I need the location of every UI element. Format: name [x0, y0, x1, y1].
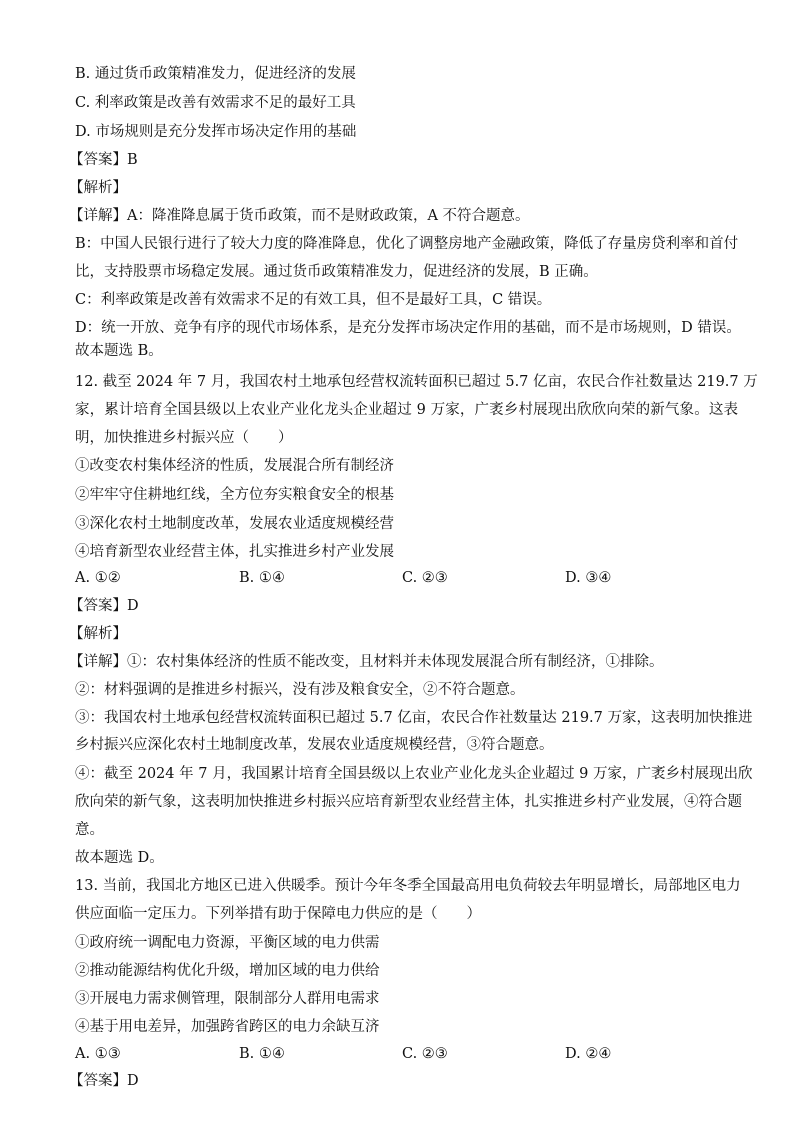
q13-options	[75, 1044, 745, 1066]
q12-detail-2: ②：材料强调的是推进乡村振兴，没有涉及粮食安全，②不符合题意。	[75, 682, 525, 698]
q13-option-d: D. ②④	[565, 1046, 612, 1062]
q11-option-b: B. 通过货币政策精准发力，促进经济的发展	[75, 66, 356, 82]
q12-detail-3-line2: 乡村振兴应深化农村土地制度改革，发展农业适度规模经营，③符合题意。	[75, 737, 554, 753]
q11-detail-a: 【详解】A：降准降息属于货币政策，而不是财政政策，A 不符合题意。	[69, 208, 530, 224]
q11-option-d: D. 市场规则是充分发挥市场决定作用的基础	[75, 124, 357, 140]
q12-detail-4-line1: ④：截至 2024 年 7 月，我国累计培育全国县级以上农业产业化龙头企业超过 9 万家，广袤乡村展现出欣	[75, 766, 753, 782]
q11-answer: 【答案】B	[69, 152, 138, 168]
q12-detail-1: 【详解】①：农村集体经济的性质不能改变，且材料并未体现发展混合所有制经济，①排除。	[69, 654, 664, 670]
q12-conclusion: 故本题选 D。	[75, 850, 164, 866]
q12-detail-4-line2: 欣向荣的新气象，这表明加快推进乡村振兴应培育新型农业经营主体，扎实推进乡村产业发展，④符合题	[75, 794, 742, 810]
q12-item-1: ①改变农村集体经济的性质，发展混合所有制经济	[75, 458, 394, 474]
q13-item-1: ①政府统一调配电力资源，平衡区域的电力供需	[75, 935, 380, 951]
q13-option-b: B. ①④	[239, 1046, 285, 1062]
q13-stem-line1: 13. 当前，我国北方地区已进入供暖季。预计今年冬季全国最高用电负荷较去年明显增长，局部地区电力	[75, 878, 741, 894]
q12-stem-line1: 12. 截至 2024 年 7 月，我国农村土地承包经营权流转面积已超过 5.7 亿亩，农民合作社数量达 219.7 万	[75, 374, 758, 390]
q12-option-b: B. ①④	[239, 570, 285, 586]
q12-item-4: ④培育新型农业经营主体，扎实推进乡村产业发展	[75, 544, 394, 560]
q13-stem-line2: 供应面临一定压力。下列举措有助于保障电力供应的是（ ）	[75, 906, 481, 922]
q13-answer: 【答案】D	[69, 1073, 139, 1089]
q12-option-d: D. ③④	[565, 570, 612, 586]
q13-option-a: A. ①③	[75, 1046, 121, 1062]
q12-answer: 【答案】D	[69, 598, 139, 614]
q12-item-2: ②牢牢守住耕地红线，全方位夯实粮食安全的根基	[75, 487, 394, 503]
q12-option-c: C. ②③	[402, 570, 448, 586]
q12-item-3: ③深化农村土地制度改革，发展农业适度规模经营	[75, 516, 394, 532]
q13-item-3: ③开展电力需求侧管理，限制部分人群用电需求	[75, 991, 380, 1007]
q12-detail-4-line3: 意。	[75, 822, 104, 838]
q12-stem-line3: 明，加快推进乡村振兴应（ ）	[75, 430, 293, 446]
q11-detail-b-line1: B：中国人民银行进行了较大力度的降准降息，优化了调整房地产金融政策，降低了存量房贷利率和首付	[75, 236, 739, 252]
q13-item-4: ④基于用电差异，加强跨省跨区的电力余缺互济	[75, 1019, 380, 1035]
q12-stem-line2: 家，累计培育全国县级以上农业产业化龙头企业超过 9 万家，广袤乡村展现出欣欣向荣的新气象。这表	[75, 402, 738, 418]
q11-analysis-label: 【解析】	[69, 180, 127, 196]
q13-option-c: C. ②③	[402, 1046, 448, 1062]
q11-detail-b-line2: 比，支持股票市场稳定发展。通过货币政策精准发力，促进经济的发展，B 正确。	[75, 264, 598, 280]
q11-option-c: C. 利率政策是改善有效需求不足的最好工具	[75, 95, 356, 111]
q11-conclusion: 故本题选 B。	[75, 343, 163, 359]
q12-option-a: A. ①②	[75, 570, 121, 586]
q13-item-2: ②推动能源结构优化升级，增加区域的电力供给	[75, 963, 380, 979]
q12-detail-3-line1: ③：我国农村土地承包经营权流转面积已超过 5.7 亿亩，农民合作社数量达 219.7 万家，这表明加快推进	[75, 710, 753, 726]
q12-options	[75, 568, 745, 590]
q11-detail-c: C：利率政策是改善有效需求不足的有效工具，但不是最好工具，C 错误。	[75, 292, 552, 308]
q11-detail-d: D：统一开放、竞争有序的现代市场体系，是充分发挥市场决定作用的基础，而不是市场规则，D 错误。	[75, 320, 741, 336]
q12-analysis-label: 【解析】	[69, 626, 127, 642]
